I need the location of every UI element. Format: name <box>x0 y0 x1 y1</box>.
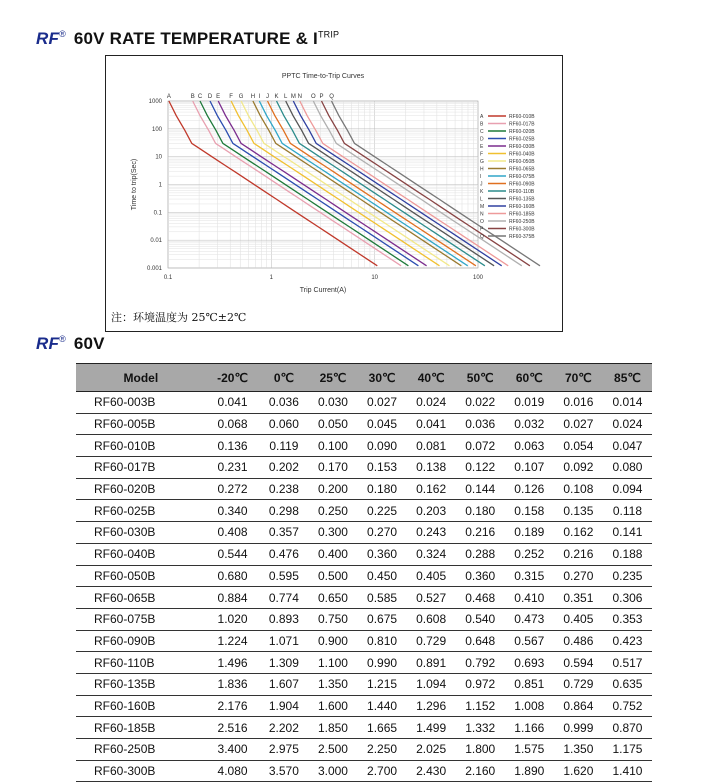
column-header-temp: 60℃ <box>505 364 554 392</box>
value-cell: 0.225 <box>358 500 407 522</box>
value-cell: 0.864 <box>554 695 603 717</box>
model-cell: RF60-135B <box>76 673 206 695</box>
value-cell: 0.100 <box>308 435 357 457</box>
value-cell: 0.360 <box>358 543 407 565</box>
value-cell: 0.675 <box>358 608 407 630</box>
value-cell: 1.600 <box>308 695 357 717</box>
value-cell: 2.202 <box>259 717 308 739</box>
value-cell: 0.126 <box>505 478 554 500</box>
trip-subscript: TRIP <box>317 29 340 40</box>
value-cell: 0.405 <box>407 565 456 587</box>
value-cell: 0.893 <box>259 608 308 630</box>
y-tick-label: 0.01 <box>150 238 162 245</box>
value-cell: 0.544 <box>206 543 260 565</box>
table-row <box>76 457 652 479</box>
curve-letter: A <box>166 94 171 100</box>
value-cell: 0.423 <box>603 630 652 652</box>
value-cell: 0.122 <box>456 457 505 479</box>
value-cell: 0.203 <box>407 500 456 522</box>
section-title-text: 60V RATE TEMPERATURE & I <box>73 29 318 48</box>
value-cell: 2.700 <box>358 760 407 782</box>
chart-title: PPTC Time-to-Trip Curves <box>281 73 365 80</box>
value-cell: 1.094 <box>407 673 456 695</box>
value-cell: 1.620 <box>554 760 603 782</box>
value-cell: 2.160 <box>456 760 505 782</box>
value-cell: 2.516 <box>206 717 260 739</box>
table-row <box>76 435 652 457</box>
value-cell: 1.100 <box>308 652 357 674</box>
value-cell: 0.900 <box>308 630 357 652</box>
legend-letter: Q <box>480 234 484 240</box>
value-cell: 0.063 <box>505 435 554 457</box>
curve-letter: Q <box>329 94 334 100</box>
column-header-temp: 30℃ <box>358 364 407 392</box>
table-row <box>76 587 652 609</box>
y-tick-label: 10 <box>155 154 162 161</box>
value-cell: 0.188 <box>603 543 652 565</box>
value-cell: 0.027 <box>554 413 603 435</box>
curve-letter: M <box>290 94 296 100</box>
x-tick-label: 1 <box>269 275 274 281</box>
value-cell: 1.175 <box>603 739 652 761</box>
column-header-temp: 70℃ <box>554 364 603 392</box>
value-cell: 0.016 <box>554 392 603 414</box>
value-cell: 0.036 <box>456 413 505 435</box>
value-cell: 0.022 <box>456 392 505 414</box>
value-cell: 0.792 <box>456 652 505 674</box>
value-cell: 4.080 <box>206 760 260 782</box>
value-cell: 0.202 <box>259 457 308 479</box>
value-cell: 1.800 <box>456 739 505 761</box>
table-row <box>76 739 652 761</box>
x-axis-label: Trip Current(A) <box>299 287 347 294</box>
table-row <box>76 413 652 435</box>
table-row <box>76 392 652 414</box>
value-cell: 0.884 <box>206 587 260 609</box>
value-cell: 0.032 <box>505 413 554 435</box>
legend-letter: C <box>480 129 484 135</box>
curve-letter: C <box>197 94 203 100</box>
value-cell: 1.440 <box>358 695 407 717</box>
column-header-temp: 50℃ <box>456 364 505 392</box>
value-cell: 1.152 <box>456 695 505 717</box>
value-cell: 0.080 <box>603 457 652 479</box>
x-tick-label: 0.1 <box>163 275 173 281</box>
value-cell: 0.231 <box>206 457 260 479</box>
legend-label: RF60-050B <box>509 159 535 165</box>
rating-table <box>76 363 652 782</box>
model-cell: RF60-017B <box>76 457 206 479</box>
y-tick-label: 1 <box>158 182 162 189</box>
value-cell: 1.665 <box>358 717 407 739</box>
value-cell: 0.650 <box>308 587 357 609</box>
legend-label: RF60-160B <box>509 204 535 210</box>
value-cell: 0.288 <box>456 543 505 565</box>
value-cell: 0.252 <box>505 543 554 565</box>
table-row <box>76 695 652 717</box>
table-row <box>76 522 652 544</box>
value-cell: 0.360 <box>456 565 505 587</box>
legend-letter: N <box>480 211 484 218</box>
table-header-row <box>76 364 652 392</box>
model-cell: RF60-025B <box>76 500 206 522</box>
model-cell: RF60-075B <box>76 608 206 630</box>
value-cell: 0.351 <box>554 587 603 609</box>
value-cell: 0.081 <box>407 435 456 457</box>
value-cell: 0.024 <box>603 413 652 435</box>
ambient-temperature-note: 注：环境温度为 25℃±2℃ <box>111 311 247 324</box>
value-cell: 0.340 <box>206 500 260 522</box>
legend-letter: E <box>480 144 484 150</box>
table-row <box>76 500 652 522</box>
value-cell: 0.138 <box>407 457 456 479</box>
value-cell: 2.500 <box>308 739 357 761</box>
value-cell: 2.975 <box>259 739 308 761</box>
value-cell: 0.041 <box>407 413 456 435</box>
value-cell: 0.108 <box>554 478 603 500</box>
model-cell: RF60-110B <box>76 652 206 674</box>
legend-label: RF60-090B <box>509 181 535 188</box>
value-cell: 3.570 <box>259 760 308 782</box>
legend-letter: M <box>480 204 485 210</box>
registered-mark: ® <box>59 334 66 345</box>
value-cell: 1.309 <box>259 652 308 674</box>
value-cell: 0.517 <box>603 652 652 674</box>
value-cell: 0.300 <box>308 522 357 544</box>
value-cell: 1.332 <box>456 717 505 739</box>
curve-letter: L <box>284 94 288 100</box>
brand-logo: RF <box>36 29 60 48</box>
model-cell: RF60-185B <box>76 717 206 739</box>
value-cell: 0.405 <box>554 608 603 630</box>
model-cell: RF60-065B <box>76 587 206 609</box>
curve-letter: I <box>258 94 261 100</box>
section-title-60v <box>36 334 105 354</box>
value-cell: 1.020 <box>206 608 260 630</box>
value-cell: 3.400 <box>206 739 260 761</box>
value-cell: 2.250 <box>358 739 407 761</box>
value-cell: 0.608 <box>407 608 456 630</box>
value-cell: 0.050 <box>308 413 357 435</box>
model-cell: RF60-250B <box>76 739 206 761</box>
value-cell: 0.750 <box>308 608 357 630</box>
table-row <box>76 717 652 739</box>
value-cell: 1.496 <box>206 652 260 674</box>
table-row <box>76 543 652 565</box>
model-cell: RF60-300B <box>76 760 206 782</box>
value-cell: 1.166 <box>505 717 554 739</box>
value-cell: 0.468 <box>456 587 505 609</box>
table-row <box>76 630 652 652</box>
model-cell: RF60-030B <box>76 522 206 544</box>
value-cell: 2.025 <box>407 739 456 761</box>
curve-letter: E <box>216 94 221 100</box>
value-cell: 0.158 <box>505 500 554 522</box>
column-header-model: Model <box>76 364 206 392</box>
value-cell: 0.216 <box>456 522 505 544</box>
value-cell: 0.250 <box>308 500 357 522</box>
value-cell: 0.500 <box>308 565 357 587</box>
value-cell: 0.400 <box>308 543 357 565</box>
value-cell: 0.024 <box>407 392 456 414</box>
value-cell: 0.450 <box>358 565 407 587</box>
model-cell: RF60-005B <box>76 413 206 435</box>
value-cell: 0.567 <box>505 630 554 652</box>
legend-label: RF60-300B <box>509 226 535 233</box>
value-cell: 0.410 <box>505 587 554 609</box>
value-cell: 0.680 <box>206 565 260 587</box>
value-cell: 0.315 <box>505 565 554 587</box>
value-cell: 0.774 <box>259 587 308 609</box>
value-cell: 0.090 <box>358 435 407 457</box>
model-cell: RF60-003B <box>76 392 206 414</box>
legend-letter: P <box>480 226 484 233</box>
value-cell: 0.200 <box>308 478 357 500</box>
value-cell: 0.272 <box>206 478 260 500</box>
legend-letter: K <box>480 189 484 195</box>
value-cell: 0.972 <box>456 673 505 695</box>
table-row <box>76 478 652 500</box>
value-cell: 0.476 <box>259 543 308 565</box>
value-cell: 0.170 <box>308 457 357 479</box>
model-cell: RF60-020B <box>76 478 206 500</box>
model-cell: RF60-050B <box>76 565 206 587</box>
value-cell: 1.904 <box>259 695 308 717</box>
value-cell: 1.575 <box>505 739 554 761</box>
value-cell: 0.540 <box>456 608 505 630</box>
value-cell: 1.215 <box>358 673 407 695</box>
table-body <box>76 392 652 782</box>
value-cell: 0.298 <box>259 500 308 522</box>
value-cell: 0.180 <box>456 500 505 522</box>
value-cell: 0.594 <box>554 652 603 674</box>
value-cell: 1.224 <box>206 630 260 652</box>
value-cell: 1.071 <box>259 630 308 652</box>
value-cell: 1.350 <box>308 673 357 695</box>
value-cell: 0.595 <box>259 565 308 587</box>
legend-label: RF60-110B <box>509 189 535 195</box>
table-row <box>76 565 652 587</box>
value-cell: 1.836 <box>206 673 260 695</box>
curve-letter: F <box>229 94 233 100</box>
value-cell: 0.357 <box>259 522 308 544</box>
column-header-temp: 85℃ <box>603 364 652 392</box>
legend-label: RF60-040B <box>509 151 535 158</box>
legend-label: RF60-017B <box>509 121 535 128</box>
value-cell: 0.144 <box>456 478 505 500</box>
value-cell: 0.019 <box>505 392 554 414</box>
value-cell: 0.324 <box>407 543 456 565</box>
value-cell: 2.430 <box>407 760 456 782</box>
column-header-temp: 0℃ <box>259 364 308 392</box>
value-cell: 0.189 <box>505 522 554 544</box>
value-cell: 0.729 <box>407 630 456 652</box>
x-tick-label: 100 <box>472 275 484 281</box>
value-cell: 1.008 <box>505 695 554 717</box>
value-cell: 0.270 <box>554 565 603 587</box>
value-cell: 0.041 <box>206 392 260 414</box>
column-header-temp: 25℃ <box>308 364 357 392</box>
legend-letter: J <box>480 181 483 188</box>
value-cell: 0.648 <box>456 630 505 652</box>
legend-letter: O <box>480 219 484 225</box>
time-to-trip-chart <box>106 56 562 331</box>
legend-letter: D <box>480 136 484 143</box>
y-tick-label: 100 <box>151 126 162 133</box>
value-cell: 0.527 <box>407 587 456 609</box>
value-cell: 0.235 <box>603 565 652 587</box>
value-cell: 0.141 <box>603 522 652 544</box>
value-cell: 2.176 <box>206 695 260 717</box>
value-cell: 0.047 <box>603 435 652 457</box>
value-cell: 0.693 <box>505 652 554 674</box>
trip-curve-figure <box>105 55 563 332</box>
model-cell: RF60-160B <box>76 695 206 717</box>
legend-label: RF60-030B <box>509 144 535 150</box>
legend-letter: B <box>480 121 484 128</box>
value-cell: 0.136 <box>206 435 260 457</box>
value-cell: 1.607 <box>259 673 308 695</box>
curve-letter: H <box>250 94 256 100</box>
value-cell: 0.810 <box>358 630 407 652</box>
curve-letter: J <box>265 94 269 100</box>
legend-label: RF60-065B <box>509 166 535 173</box>
legend-label: RF60-025B <box>509 136 535 143</box>
value-cell: 0.054 <box>554 435 603 457</box>
value-cell: 0.270 <box>358 522 407 544</box>
value-cell: 0.107 <box>505 457 554 479</box>
curve-letter: B <box>190 94 195 100</box>
curve-letter: N <box>297 94 303 100</box>
y-tick-label: 1000 <box>148 99 162 105</box>
value-cell: 1.499 <box>407 717 456 739</box>
value-cell: 0.045 <box>358 413 407 435</box>
legend-label: RF60-250B <box>509 219 535 225</box>
value-cell: 0.585 <box>358 587 407 609</box>
value-cell: 0.072 <box>456 435 505 457</box>
value-cell: 0.118 <box>603 500 652 522</box>
table-row <box>76 673 652 695</box>
curve-letter: O <box>311 94 316 100</box>
value-cell: 1.350 <box>554 739 603 761</box>
value-cell: 0.891 <box>407 652 456 674</box>
y-axis-label: Time to trip(Sec) <box>131 158 138 211</box>
column-header-temp: 40℃ <box>407 364 456 392</box>
value-cell: 0.060 <box>259 413 308 435</box>
value-cell: 1.296 <box>407 695 456 717</box>
section-title-text: 60V <box>73 334 105 353</box>
curve-letter: D <box>207 94 213 100</box>
value-cell: 0.473 <box>505 608 554 630</box>
value-cell: 0.999 <box>554 717 603 739</box>
table-row <box>76 760 652 782</box>
legend-letter: F <box>480 151 484 158</box>
value-cell: 0.752 <box>603 695 652 717</box>
legend-letter: H <box>480 166 484 173</box>
value-cell: 0.014 <box>603 392 652 414</box>
value-cell: 0.306 <box>603 587 652 609</box>
curve-letter: P <box>319 94 324 100</box>
value-cell: 0.216 <box>554 543 603 565</box>
legend-letter: G <box>480 159 484 165</box>
value-cell: 0.162 <box>407 478 456 500</box>
value-cell: 1.890 <box>505 760 554 782</box>
value-cell: 0.353 <box>603 608 652 630</box>
legend-label: RF60-020B <box>509 129 535 135</box>
table-row <box>76 608 652 630</box>
y-tick-label: 0.001 <box>146 266 162 272</box>
value-cell: 0.030 <box>308 392 357 414</box>
legend-label: RF60-010B <box>509 114 535 120</box>
value-cell: 1.850 <box>308 717 357 739</box>
legend-label: RF60-075B <box>509 174 535 180</box>
value-cell: 0.486 <box>554 630 603 652</box>
section-title-temperature <box>36 29 339 49</box>
column-header-temp: -20℃ <box>206 364 260 392</box>
curve-letter: K <box>274 94 279 100</box>
value-cell: 0.036 <box>259 392 308 414</box>
legend-label: RF60-185B <box>509 211 535 218</box>
value-cell: 0.068 <box>206 413 260 435</box>
x-tick-label: 10 <box>371 275 379 281</box>
brand-logo: RF <box>36 334 60 353</box>
table-row <box>76 652 652 674</box>
model-cell: RF60-090B <box>76 630 206 652</box>
registered-mark: ® <box>59 29 66 40</box>
value-cell: 0.027 <box>358 392 407 414</box>
legend-label: RF60-375B <box>509 234 535 240</box>
value-cell: 0.408 <box>206 522 260 544</box>
value-cell: 0.180 <box>358 478 407 500</box>
legend-letter: L <box>480 196 483 203</box>
value-cell: 1.410 <box>603 760 652 782</box>
legend-letter: I <box>480 174 482 180</box>
value-cell: 0.635 <box>603 673 652 695</box>
value-cell: 0.153 <box>358 457 407 479</box>
value-cell: 0.162 <box>554 522 603 544</box>
legend-letter: A <box>480 114 484 120</box>
value-cell: 3.000 <box>308 760 357 782</box>
value-cell: 0.870 <box>603 717 652 739</box>
value-cell: 0.729 <box>554 673 603 695</box>
y-tick-label: 0.1 <box>153 210 162 217</box>
value-cell: 0.243 <box>407 522 456 544</box>
value-cell: 0.094 <box>603 478 652 500</box>
legend-label: RF60-135B <box>509 196 535 203</box>
value-cell: 0.238 <box>259 478 308 500</box>
model-cell: RF60-040B <box>76 543 206 565</box>
value-cell: 0.119 <box>259 435 308 457</box>
model-cell: RF60-010B <box>76 435 206 457</box>
value-cell: 0.135 <box>554 500 603 522</box>
value-cell: 0.092 <box>554 457 603 479</box>
value-cell: 0.990 <box>358 652 407 674</box>
curve-letter: G <box>238 94 244 100</box>
value-cell: 0.851 <box>505 673 554 695</box>
